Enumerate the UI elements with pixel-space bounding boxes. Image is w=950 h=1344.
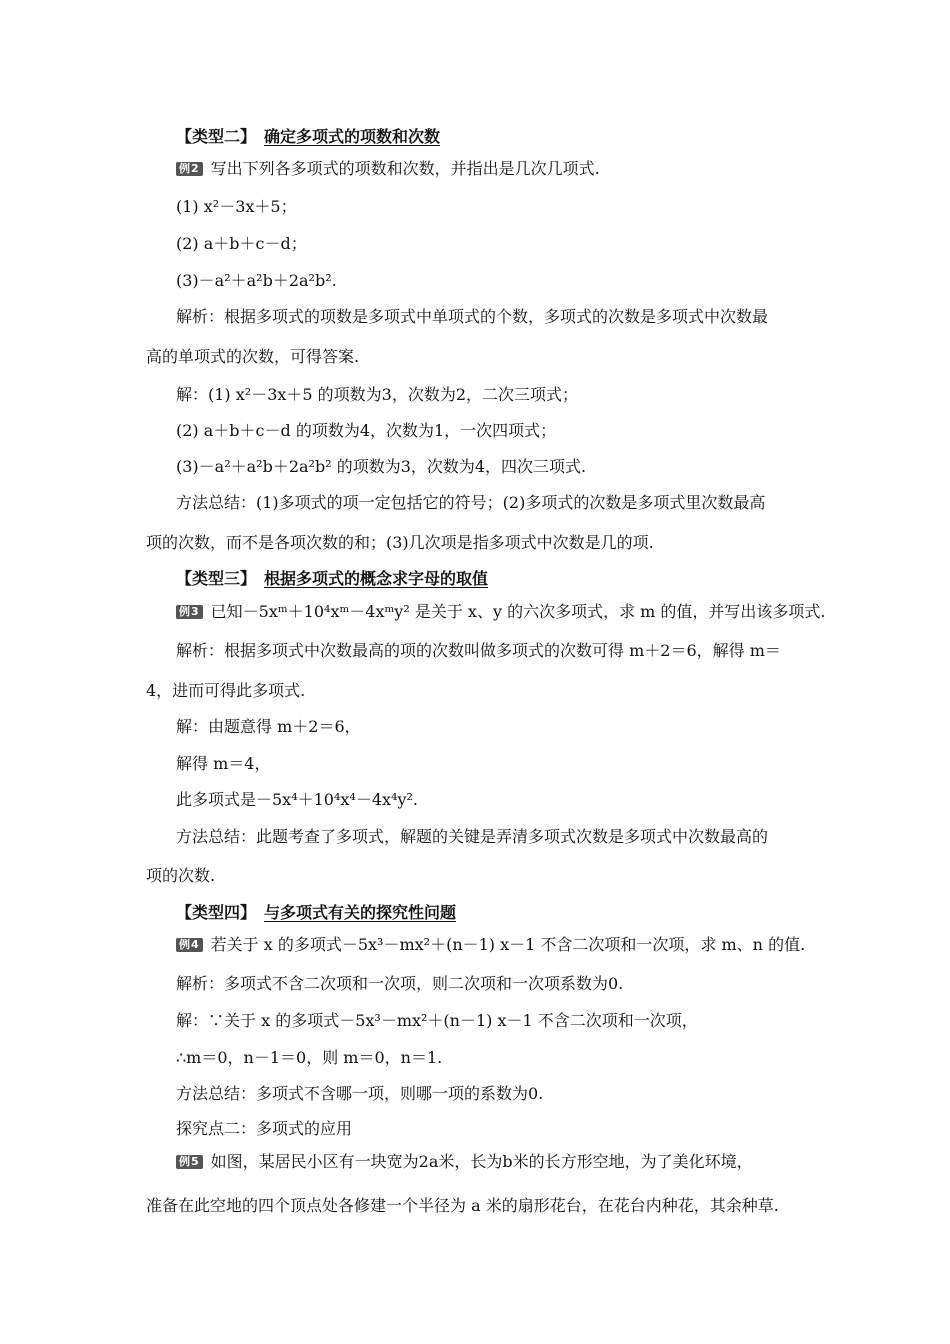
type3-solution-1: 解：由题意得 m＋2＝6，: [176, 717, 361, 736]
type2-bracket: 【类型二】: [176, 127, 257, 146]
type3-summary-line-1: 方法总结：此题考查了多项式，解题的关键是弄清多项式次数是多项式中次数最高的: [176, 827, 769, 846]
example-2-item-1: (1) x²－3x＋5；: [176, 197, 297, 216]
example-5-line-2: 准备在此空地的四个顶点处各修建一个半径为 a 米的扇形花台，在花台内种花，其余种草.: [146, 1196, 779, 1215]
type2-solution-3: (3)－a²＋a²b＋2a²b² 的项数为3，次数为4，四次三项式.: [176, 457, 587, 476]
example-4-text: 若关于 x 的多项式－5x³－mx²＋(n－1) x－1 不含二次项和一次项，求 m、n 的值.: [210, 935, 806, 954]
example-5: [176, 1151, 753, 1173]
type4-solution-2: ∴m＝0，n－1＝0，则 m＝0，n＝1.: [176, 1048, 443, 1067]
type2-solution-1: 解：(1) x²－3x＋5 的项数为3，次数为2，二次三项式；: [176, 385, 579, 404]
type2-solution-2: (2) a＋b＋c－d 的项数为4，次数为1，一次四项式；: [176, 421, 557, 440]
explore2-heading: 探究点二：多项式的应用: [176, 1119, 353, 1138]
type3-analysis-line-2: 4，进而可得此多项式.: [146, 681, 306, 700]
type3-summary-line-2: 项的次数.: [146, 866, 216, 885]
example-5-line-1: 如图，某居民小区有一块宽为2a米，长为b米的长方形空地，为了美化环境，: [210, 1152, 753, 1171]
type2-analysis-line-2: 高的单项式的次数，可得答案.: [146, 347, 360, 366]
type3-bracket: 【类型三】: [176, 569, 257, 588]
example-4: [176, 934, 805, 956]
type4-analysis: 解析：多项式不含二次项和一次项，则二次项和一次项系数为0.: [176, 974, 624, 993]
type4-title: 与多项式有关的探究性问题: [264, 903, 457, 922]
example-5-badge: 例5: [176, 1155, 203, 1169]
example-3: [176, 601, 826, 623]
type4-bracket: 【类型四】: [176, 903, 257, 922]
type4-summary: 方法总结：多项式不含哪一项，则哪一项的系数为0.: [176, 1084, 544, 1103]
type3-solution-3: 此多项式是－5x⁴＋10⁴x⁴－4x⁴y².: [176, 790, 418, 809]
example-2-item-2: (2) a＋b＋c－d；: [176, 234, 307, 253]
type4-solution-1: 解：∵关于 x 的多项式－5x³－mx²＋(n－1) x－1 不含二次项和一次项，: [176, 1011, 698, 1030]
type3-title: 根据多项式的概念求字母的取值: [264, 569, 489, 588]
type2-summary-line-2: 项的次数，而不是各项次数的和；(3)几次项是指多项式中次数是几的项.: [146, 533, 654, 552]
type3-solution-2: 解得 m＝4，: [176, 754, 271, 773]
type3-analysis-line-1: 解析：根据多项式中次数最高的项的次数叫做多项式的次数可得 m＋2＝6，解得 m＝: [176, 641, 781, 660]
type3-heading: [176, 568, 488, 590]
type2-title: 确定多项式的项数和次数: [264, 127, 441, 146]
type2-heading: [176, 126, 440, 148]
type4-heading: [176, 902, 456, 924]
example-2-badge: 例2: [176, 162, 203, 176]
example-2-item-3: (3)－a²＋a²b＋2a²b².: [176, 271, 337, 290]
example-3-text: 已知－5xᵐ＋10⁴xᵐ－4xᵐy² 是关于 x、y 的六次多项式，求 m 的值，并写出该多项式.: [210, 602, 826, 621]
example-2-text: 写出下列各多项式的项数和次数，并指出是几次几项式.: [210, 159, 600, 178]
type2-analysis-line-1: 解析：根据多项式的项数是多项式中单项式的个数，多项式的次数是多项式中次数最: [176, 307, 769, 326]
example-4-badge: 例4: [176, 938, 203, 952]
example-3-badge: 例3: [176, 605, 203, 619]
example-2: [176, 158, 600, 180]
type2-summary-line-1: 方法总结：(1)多项式的项一定包括它的符号；(2)多项式的次数是多项式里次数最高: [176, 493, 766, 512]
